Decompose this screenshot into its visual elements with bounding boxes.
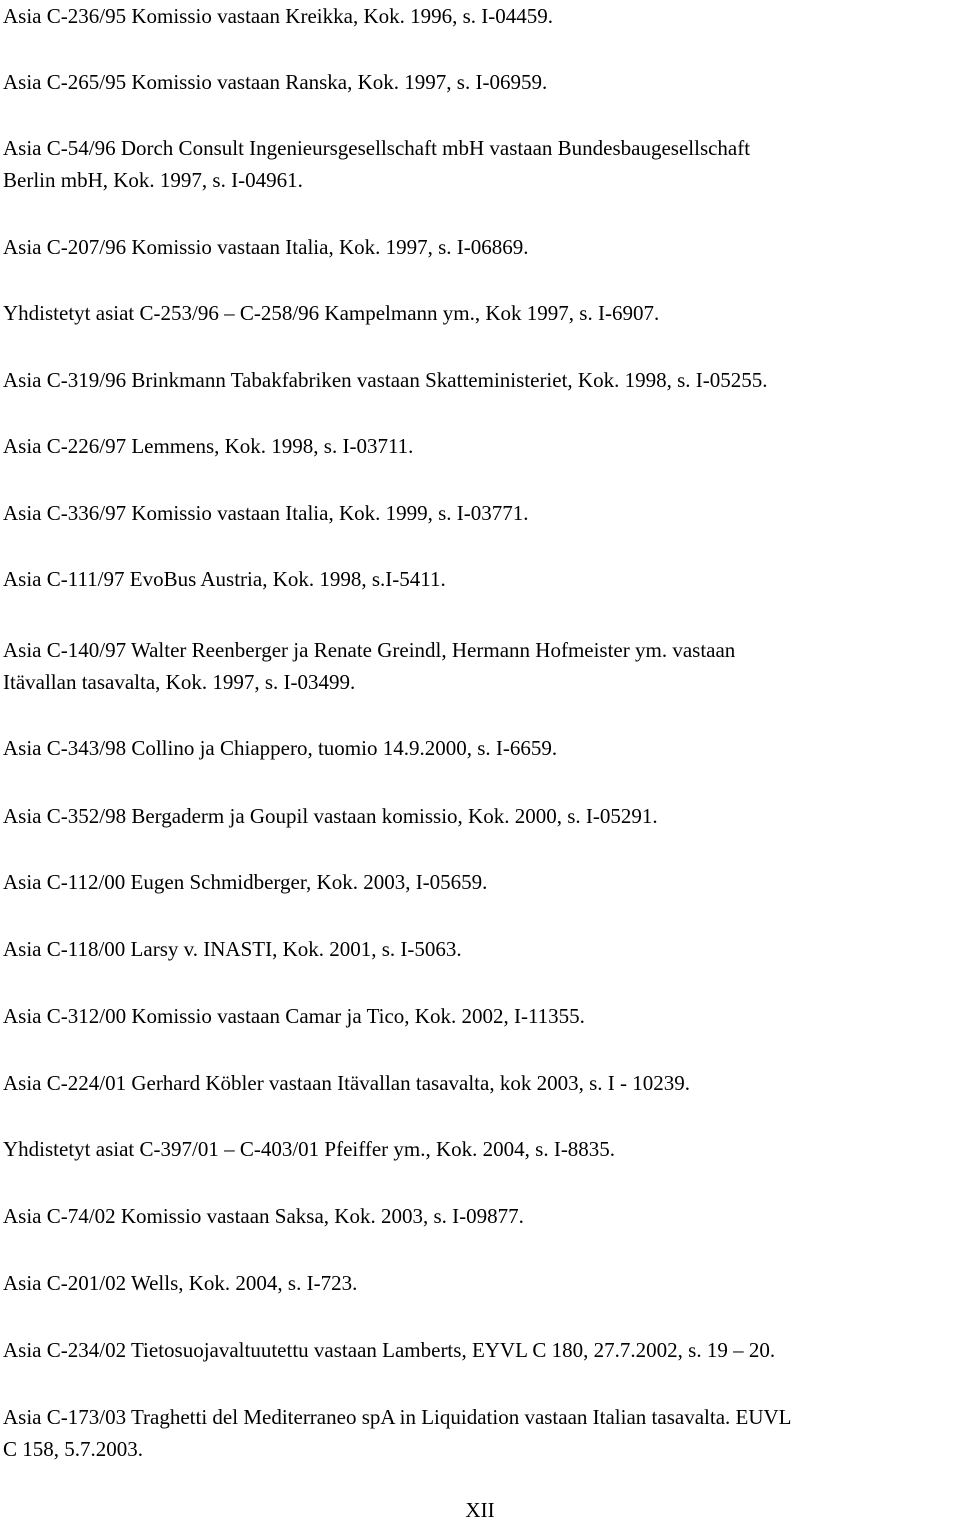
case-entry-line: Asia C-54/96 Dorch Consult Ingenieursgesellschaft mbH vastaan Bundesbaugesellschaft xyxy=(3,136,751,160)
case-entry xyxy=(3,1067,953,1099)
case-entry-line: Asia C-173/03 Traghetti del Mediterraneo spA in Liquidation vastaan Italian tasavalta. EUVL xyxy=(3,1405,792,1429)
case-entry-line: Asia C-265/95 Komissio vastaan Ranska, Kok. 1997, s. I-06959. xyxy=(3,70,548,94)
case-entry xyxy=(3,364,953,396)
case-entry-line: Asia C-226/97 Lemmens, Kok. 1998, s. I-03711. xyxy=(3,434,414,458)
case-entry-line: Asia C-352/98 Bergaderm ja Goupil vastaan komissio, Kok. 2000, s. I-05291. xyxy=(3,804,658,828)
case-entry-line: Asia C-343/98 Collino ja Chiappero, tuomio 14.9.2000, s. I-6659. xyxy=(3,736,558,760)
case-entry-line: Asia C-140/97 Walter Reenberger ja Renate Greindl, Hermann Hofmeister ym. vastaan xyxy=(3,638,736,662)
case-entry xyxy=(3,497,953,529)
case-entry xyxy=(3,1267,953,1299)
case-entry xyxy=(3,66,953,98)
case-entry xyxy=(3,866,953,898)
case-entry xyxy=(3,1401,953,1465)
case-entry-line: Asia C-112/00 Eugen Schmidberger, Kok. 2003, I-05659. xyxy=(3,870,488,894)
case-entry xyxy=(3,1000,953,1032)
case-entry xyxy=(3,1200,953,1232)
case-entry-line: Asia C-207/96 Komissio vastaan Italia, Kok. 1997, s. I-06869. xyxy=(3,235,529,259)
case-entry-line: Asia C-224/01 Gerhard Köbler vastaan Itävallan tasavalta, kok 2003, s. I - 10239. xyxy=(3,1071,690,1095)
page-number: XII xyxy=(465,1498,495,1522)
case-entry-line: Yhdistetyt asiat C-253/96 – C-258/96 Kampelmann ym., Kok 1997, s. I-6907. xyxy=(3,301,660,325)
case-entry xyxy=(3,231,953,263)
case-entry xyxy=(3,800,953,832)
case-entry-line: Asia C-312/00 Komissio vastaan Camar ja Tico, Kok. 2002, I-11355. xyxy=(3,1004,585,1028)
case-entry-line: Asia C-319/96 Brinkmann Tabakfabriken vastaan Skatteministeriet, Kok. 1998, s. I-05255. xyxy=(3,368,768,392)
case-entry-line: Yhdistetyt asiat C-397/01 – C-403/01 Pfeiffer ym., Kok. 2004, s. I-8835. xyxy=(3,1137,616,1161)
case-entry xyxy=(3,634,953,698)
case-entry-line: Asia C-201/02 Wells, Kok. 2004, s. I-723. xyxy=(3,1271,358,1295)
case-entry-line: Asia C-111/97 EvoBus Austria, Kok. 1998, s.I-5411. xyxy=(3,567,446,591)
case-entry xyxy=(3,1133,953,1165)
case-entry-line: C 158, 5.7.2003. xyxy=(3,1437,144,1461)
case-entry-line: Asia C-336/97 Komissio vastaan Italia, Kok. 1999, s. I-03771. xyxy=(3,501,529,525)
case-entry-line: Itävallan tasavalta, Kok. 1997, s. I-03499. xyxy=(3,670,356,694)
case-entry xyxy=(3,430,953,462)
case-entry xyxy=(3,1334,953,1366)
case-entry-line: Asia C-236/95 Komissio vastaan Kreikka, Kok. 1996, s. I-04459. xyxy=(3,4,554,28)
case-entry-line: Asia C-234/02 Tietosuojavaltuutettu vastaan Lamberts, EYVL C 180, 27.7.2002, s. 19 – 20. xyxy=(3,1338,776,1362)
case-entry xyxy=(3,563,953,595)
case-entry xyxy=(3,297,953,329)
case-entry-line: Asia C-74/02 Komissio vastaan Saksa, Kok. 2003, s. I-09877. xyxy=(3,1204,524,1228)
case-entry xyxy=(3,732,953,764)
case-entry-line: Berlin mbH, Kok. 1997, s. I-04961. xyxy=(3,168,303,192)
case-entry xyxy=(3,933,953,965)
case-entry xyxy=(3,0,953,32)
case-entry xyxy=(3,132,953,196)
case-entry-line: Asia C-118/00 Larsy v. INASTI, Kok. 2001, s. I-5063. xyxy=(3,937,462,961)
